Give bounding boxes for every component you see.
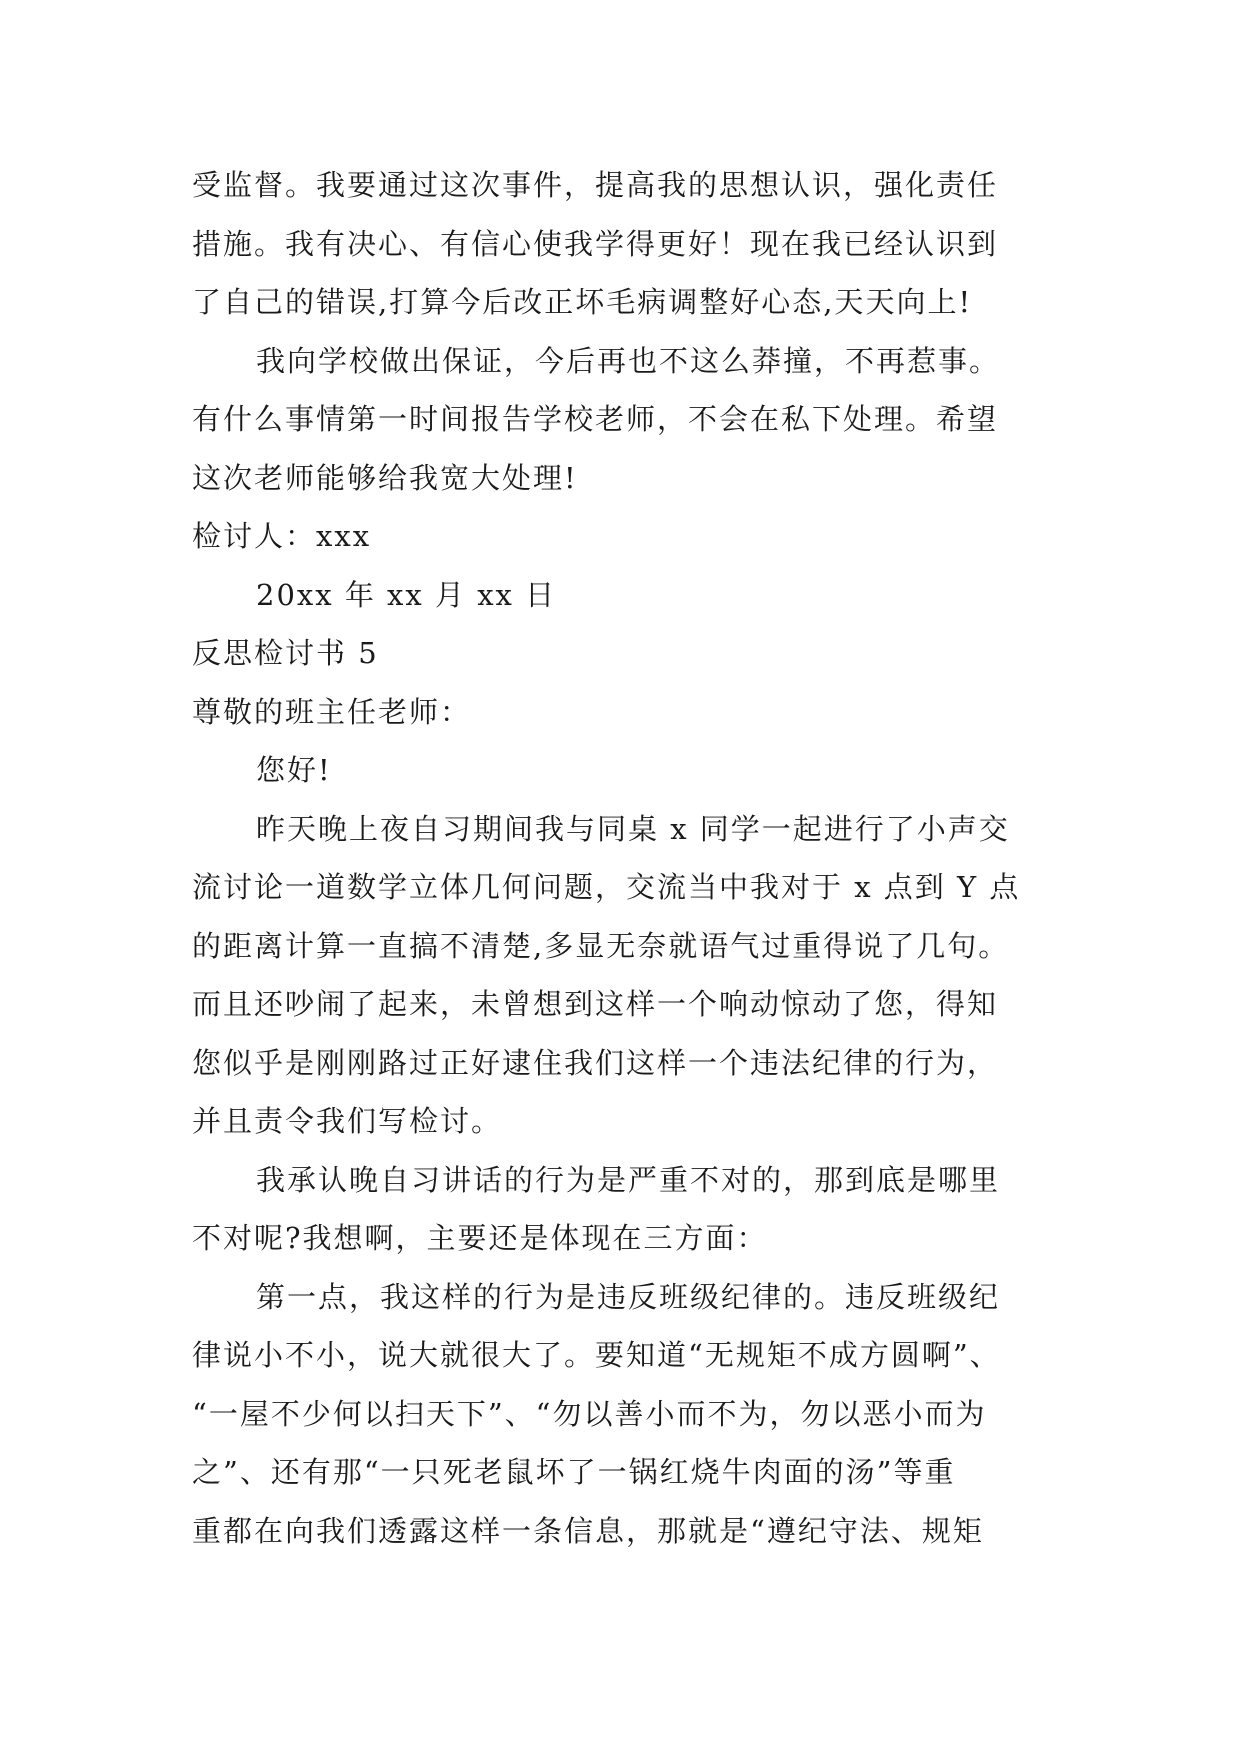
text-line: 之”、还有那“一只死老鼠坏了一锅红烧牛肉面的汤”等重 [192,1455,956,1489]
text-line: 流讨论一道数学立体几何问题，交流当中我对于 x 点到 Y 点 [192,870,1021,904]
text-line: 尊敬的班主任老师： [192,694,472,729]
text-line: 反思检讨书 5 [192,636,379,670]
text-line: 20xx 年 xx 月 xx 日 [256,577,557,612]
text-line: 您似乎是刚刚路过正好逮住我们这样一个违法纪律的行为， [192,1045,999,1080]
text-line: 有什么事情第一时间报告学校老师，不会在私下处理。希望 [192,402,999,436]
document-body [192,156,1052,1560]
text-line: 重都在向我们透露这样一条信息，那就是“遵纪守法、规矩 [192,1513,984,1548]
text-line: 我向学校做出保证，今后再也不这么莽撞，不再惹事。 [256,343,1001,378]
text-line: 的距离计算一直搞不清楚,多显无奈就语气过重得说了几句。 [192,928,1010,963]
text-line: 而且还吵闹了起来，未曾想到这样一个响动惊动了您，得知 [192,987,999,1021]
text-line: 这次老师能够给我宽大处理! [192,460,578,495]
text-line: 受监督。我要通过这次事件，提高我的思想认识，强化责任 [192,168,999,202]
text-line: 律说小不小，说大就很大了。要知道“无规矩不成方圆啊”、 [192,1338,1001,1372]
text-line: 措施。我有决心、有信心使我学得更好！现在我已经认识到 [192,226,999,261]
text-line: “一屋不少何以扫天下”、“勿以善小而不为，勿以恶小而为 [192,1396,987,1431]
text-line: 不对呢?我想啊，主要还是体现在三方面： [192,1221,768,1255]
text-line: 第一点，我这样的行为是违反班级纪律的。违反班级纪 [256,1279,1001,1314]
text-line: 您好! [256,753,332,787]
text-line: 检讨人：xxx [192,519,372,553]
text-line: 并且责令我们写检讨。 [192,1104,503,1138]
text-line: 我承认晚自习讲话的行为是严重不对的，那到底是哪里 [256,1162,1001,1197]
text-line: 昨天晚上夜自习期间我与同桌 x 同学一起进行了小声交 [256,811,1010,846]
text-line: 了自己的错误,打算今后改正坏毛病调整好心态,天天向上! [192,285,973,319]
